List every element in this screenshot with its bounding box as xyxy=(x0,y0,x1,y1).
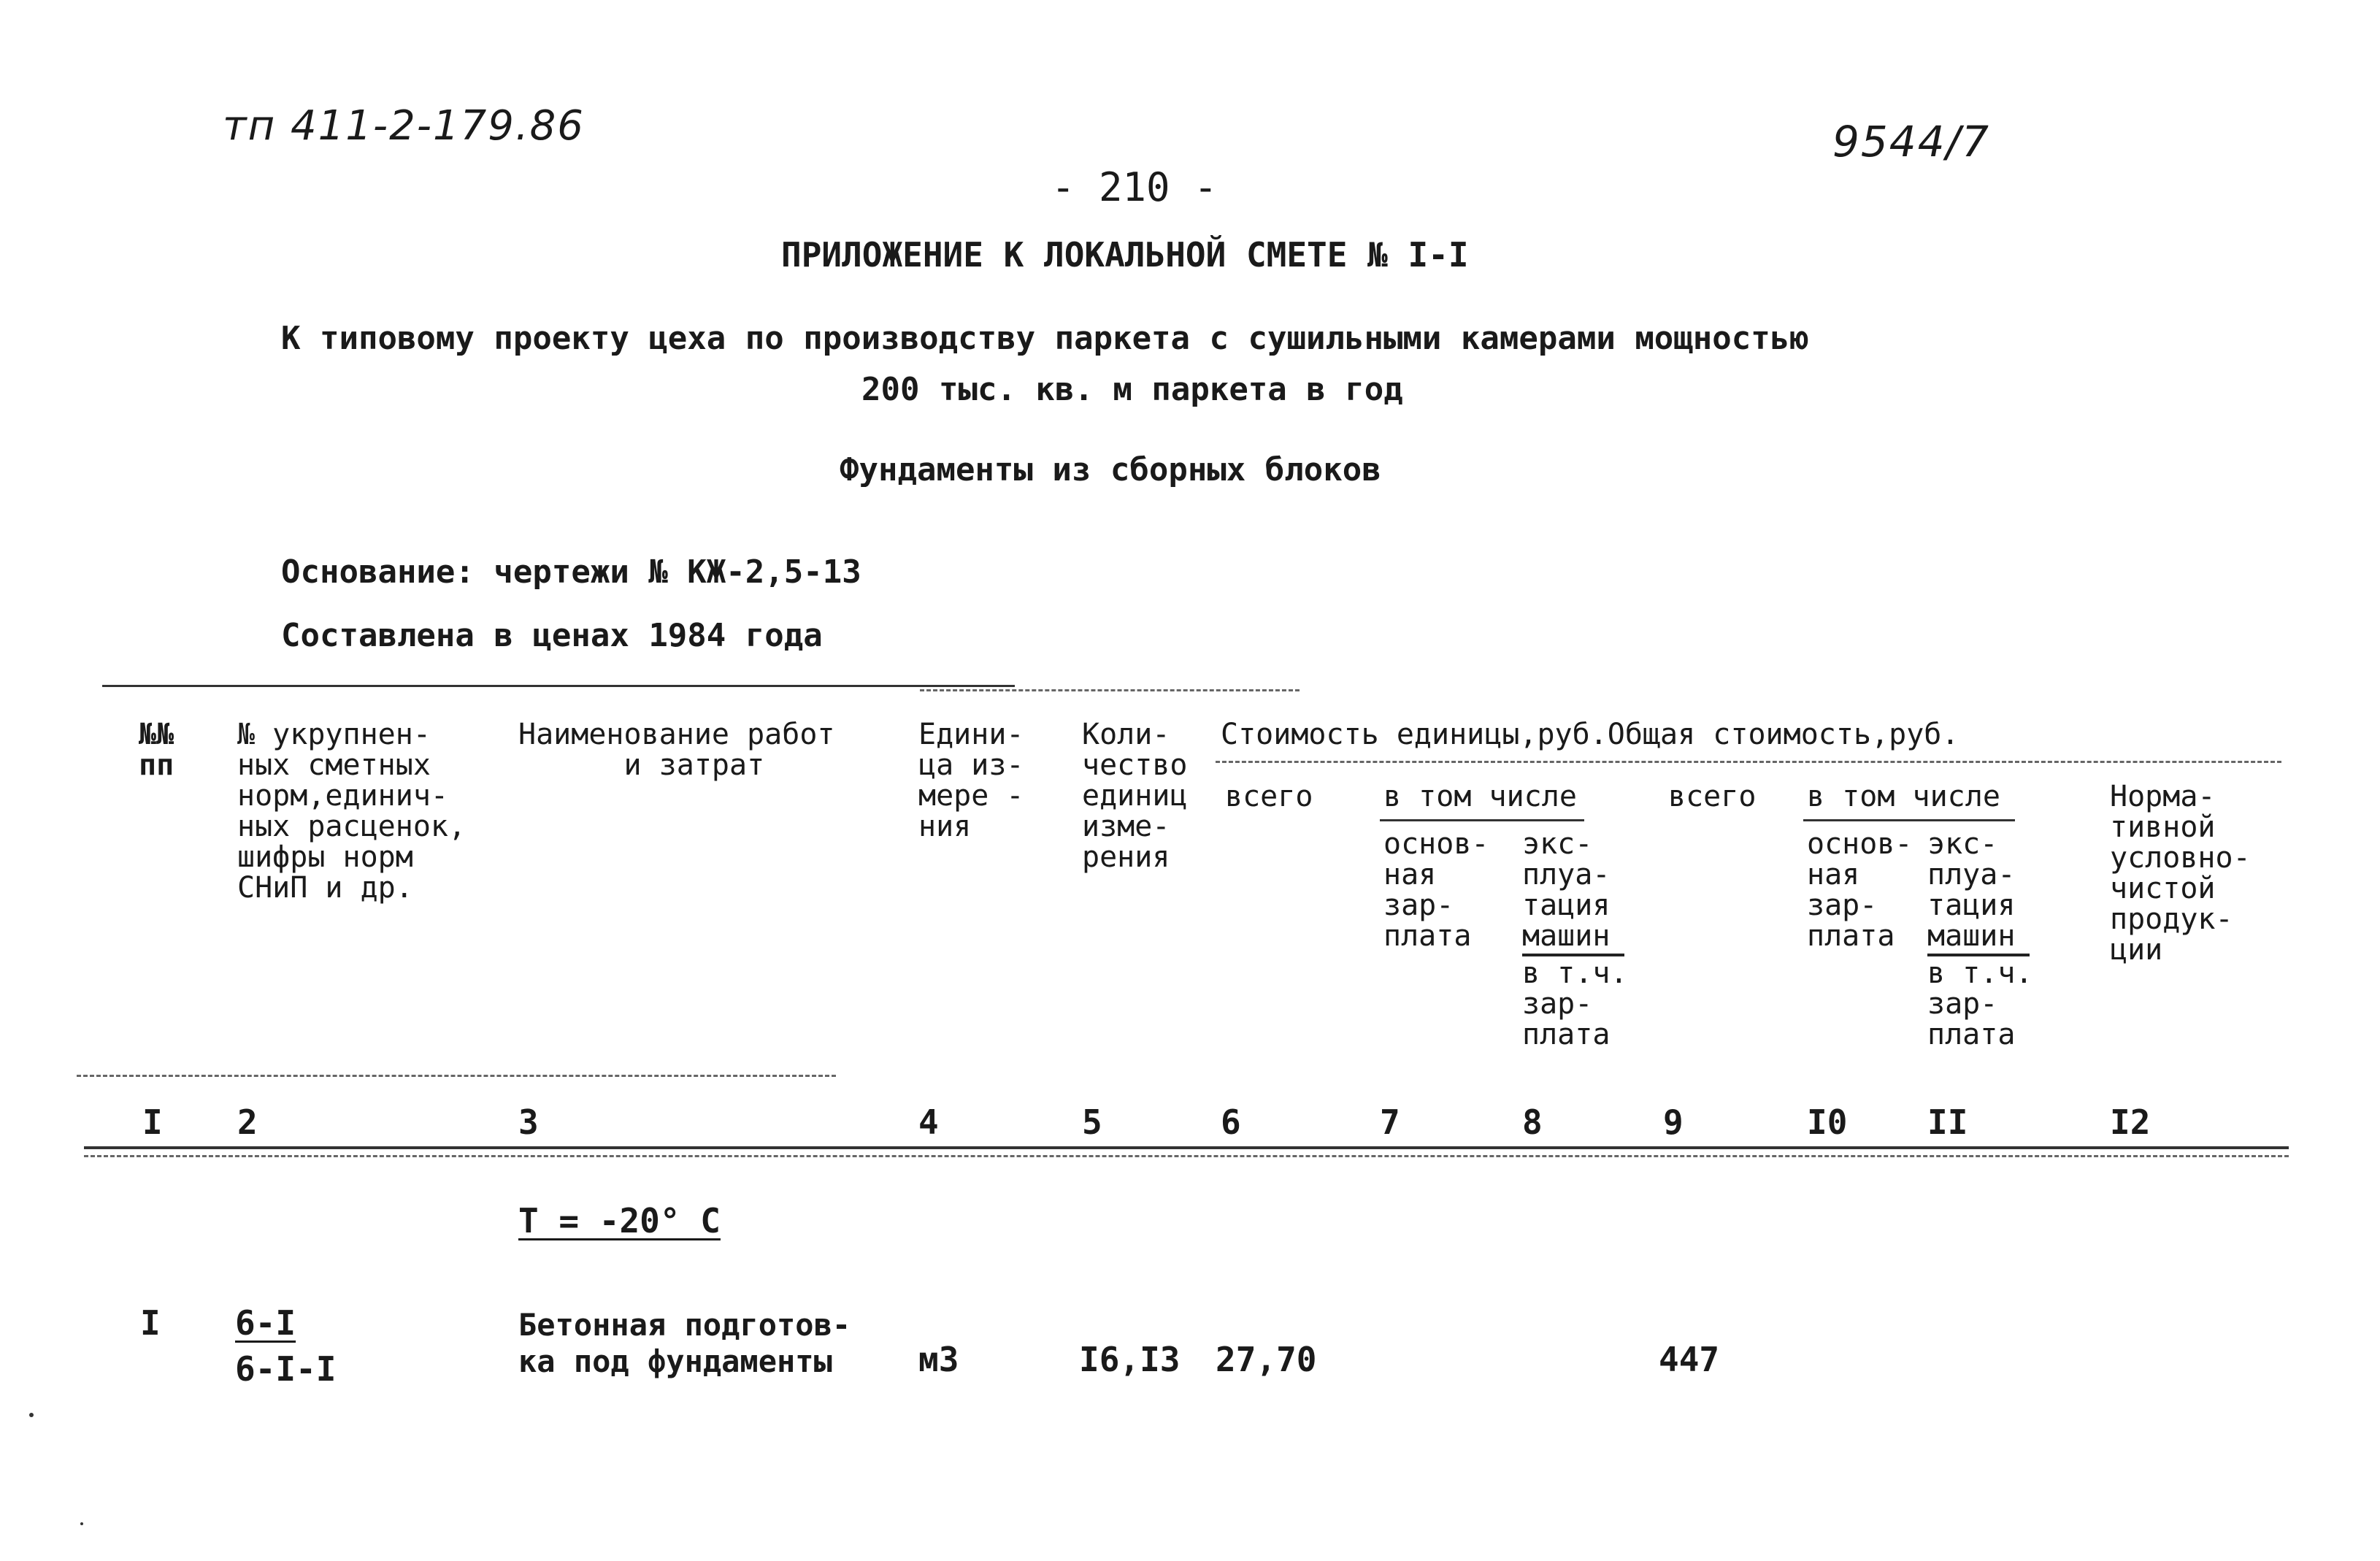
subtitle-line-2: 200 тыс. кв. м паркета в год xyxy=(861,371,1403,408)
header-col-3: Наименование работ и затрат xyxy=(518,718,835,782)
header-col-7-8-group: в том числе xyxy=(1383,780,1577,813)
header-group-rule xyxy=(1216,761,2281,763)
table-top-rule-dashed xyxy=(920,689,1300,691)
header-col-1: №№ пп xyxy=(139,718,174,782)
section-title: Фундаменты из сборных блоков xyxy=(840,451,1381,488)
scan-speck xyxy=(29,1413,34,1417)
column-number: 9 xyxy=(1663,1102,1684,1142)
row-number: I xyxy=(140,1303,161,1343)
column-number: I xyxy=(142,1102,163,1142)
header-col-8-bottom: в т.ч. зар- плата xyxy=(1522,956,1628,1051)
header-col-10-11-group: в том числе xyxy=(1807,780,2000,813)
column-number: I0 xyxy=(1807,1102,1848,1142)
header-col-4: Едини- ца из- мере - ния xyxy=(918,718,1024,843)
column-number: 2 xyxy=(237,1102,258,1142)
column-number: 3 xyxy=(518,1102,539,1142)
column-numbers-rule xyxy=(84,1146,2289,1149)
header-col-9: всего xyxy=(1668,780,1757,813)
column-number: 4 xyxy=(918,1102,939,1142)
header-col-10: основ- ная зар- плата xyxy=(1807,827,1913,953)
row-unit-cost: 27,70 xyxy=(1216,1340,1317,1379)
page-number: - 210 - xyxy=(1051,164,1218,210)
header-subgroup-rule-2 xyxy=(1803,819,2015,821)
document-title: ПРИЛОЖЕНИЕ К ЛОКАЛЬНОЙ СМЕТЕ № I-I xyxy=(781,235,1469,275)
header-bottom-rule xyxy=(77,1075,836,1077)
sheet-reference: 9544/7 xyxy=(1832,117,1991,166)
header-cost-group: Стоимость единицы,руб.Общая стоимость,руб. xyxy=(1221,718,1959,751)
temperature-condition: Т = -20° С xyxy=(518,1201,721,1240)
header-col-5: Коли- чество единиц изме- рения xyxy=(1082,718,1188,874)
column-number: 5 xyxy=(1082,1102,1102,1142)
row-code-top: 6-I xyxy=(235,1303,296,1343)
header-col-11-top: экс- плуа- тация машин xyxy=(1927,827,2016,953)
row-total-cost: 447 xyxy=(1659,1340,1720,1379)
document-code: тп 411-2-179.86 xyxy=(223,102,585,150)
header-col-11-bottom: в т.ч. зар- плата xyxy=(1927,956,2033,1051)
header-col-2: № укрупнен- ных сметных норм,единич- ных расценок, шифры норм СНиП и др. xyxy=(237,718,467,905)
header-col-8-top: экс- плуа- тация машин xyxy=(1522,827,1611,953)
basis-line: Основание: чертежи № КЖ-2,5-13 xyxy=(281,553,861,591)
column-numbers-rule-dashed xyxy=(84,1155,2289,1157)
row-unit: м3 xyxy=(918,1340,959,1379)
header-subgroup-rule-1 xyxy=(1380,819,1584,821)
table-top-rule xyxy=(102,685,1015,687)
column-number: 6 xyxy=(1221,1102,1241,1142)
column-number: 8 xyxy=(1522,1102,1543,1142)
column-number: II xyxy=(1927,1102,1968,1142)
header-col-12: Норма- тивной условно- чистой продук- ции xyxy=(2110,780,2251,967)
subtitle-line-1: К типовому проекту цеха по производству паркета с сушильными камерами мощностью xyxy=(281,320,1809,357)
column-number: 7 xyxy=(1380,1102,1400,1142)
row-code-bottom: 6-I-I xyxy=(235,1349,337,1389)
header-col-6: всего xyxy=(1225,780,1313,813)
prices-line: Составлена в ценах 1984 года xyxy=(281,617,823,654)
scan-speck xyxy=(80,1522,83,1525)
row-work-name: Бетонная подготов- ка под фундаменты xyxy=(518,1307,851,1379)
header-col-7: основ- ная зар- плата xyxy=(1383,827,1489,953)
row-quantity: I6,I3 xyxy=(1079,1340,1181,1379)
column-number: I2 xyxy=(2110,1102,2151,1142)
